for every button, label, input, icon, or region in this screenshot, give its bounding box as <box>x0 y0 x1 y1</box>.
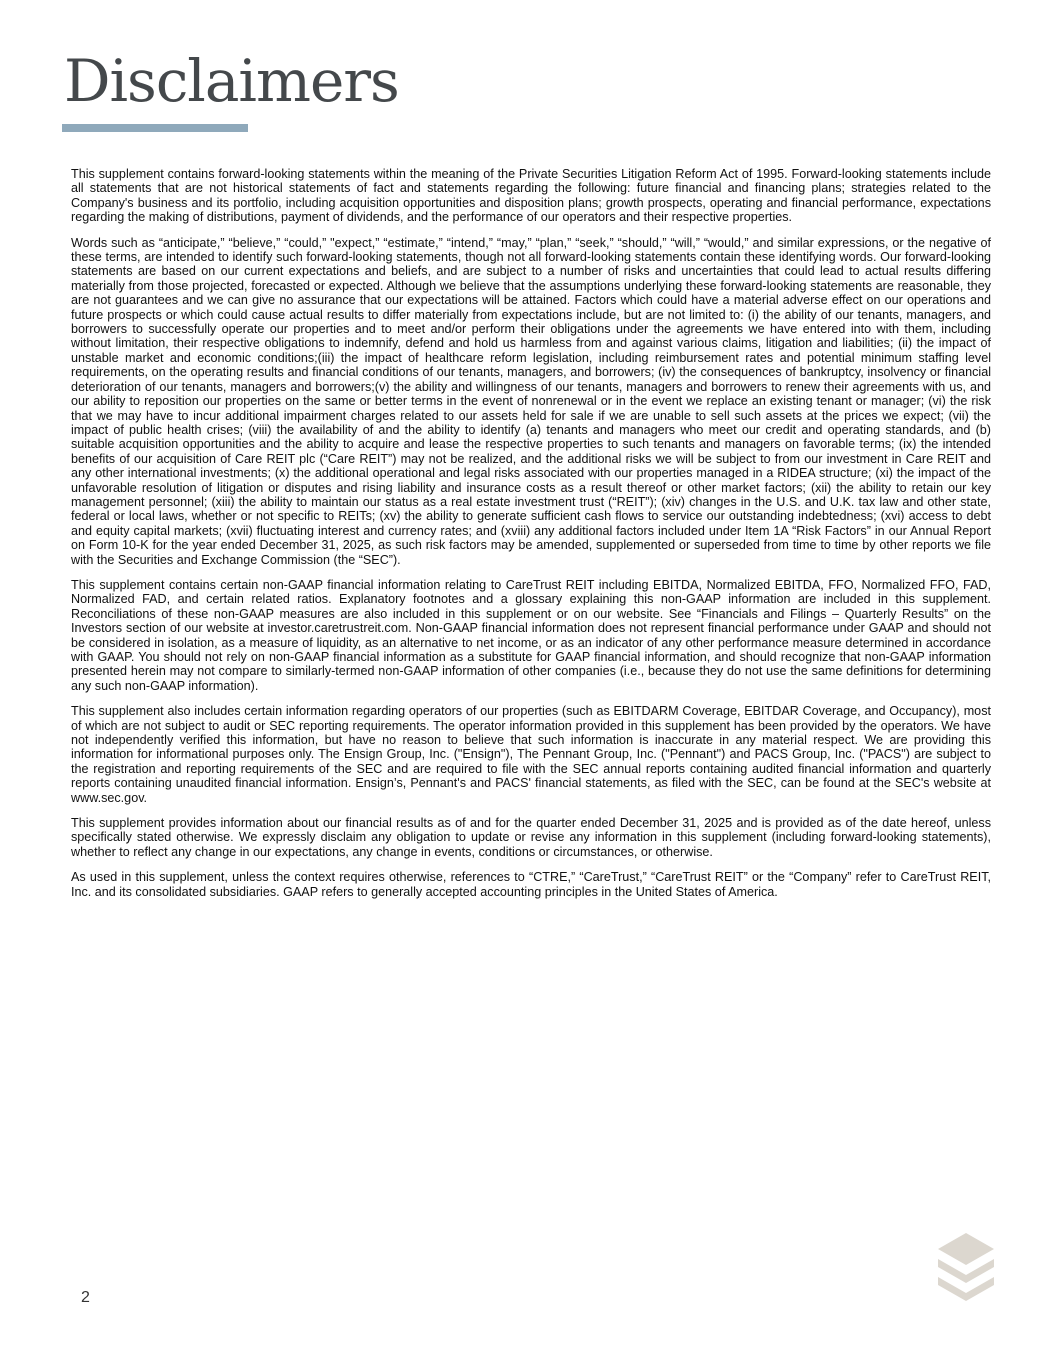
page-number: 2 <box>81 1289 90 1306</box>
title-underline <box>62 124 248 132</box>
caretrust-layers-icon <box>936 1231 996 1303</box>
paragraph-operator-info: This supplement also includes certain information regarding operators of our properties (such as EBITDARM Coverage, EBITDAR Coverage, and Occupancy), most of which are not subject to audit or SEC reporting requirements. The operator information provided in this supplement has been provided by the operators. We have not independently verified this information, but have no reason to believe that such information is inaccurate in any material respect. We are providing this information for informational purposes only. The Ensign Group, Inc. ("Ensign"), The Pennant Group, Inc. ("Pennant") and PACS Group, Inc. ("PACS") are subject to the registration and reporting requirements of the SEC and are required to file with the SEC annual reports containing audited financial information and quarterly reports containing unaudited financial information. Ensign’s, Pennant's and PACS' financial statements, as filed with the SEC, can be found at the SEC's website at www.sec.gov. <box>71 704 991 805</box>
page-title: Disclaimers <box>64 47 399 115</box>
paragraph-as-of-date: This supplement provides information about our financial results as of and for the quarter ended December 31, 2025 and is provided as of the date hereof, unless specifically stated otherwise. We expressly disclaim any obligation to update or revise any information in this supplement (including forward-looking statements), whether to reflect any change in our expectations, any change in events, conditions or circumstances, or otherwise. <box>71 816 991 859</box>
disclaimer-body <box>71 167 991 910</box>
paragraph-non-gaap: This supplement contains certain non-GAAP financial information relating to CareTrust REIT including EBITDA, Normalized EBITDA, FFO, Normalized FFO, FAD, Normalized FAD, and certain related ratios. Explanatory footnotes and a glossary explaining this non-GAAP information are included in this supplement. Reconciliations of these non-GAAP measures are also included in this supplement or on our website. See “Financials and Filings – Quarterly Results” on the Investors section of our website at investor.caretrustreit.com. Non-GAAP financial information does not represent financial performance under GAAP and should not be considered in isolation, as a measure of liquidity, as an alternative to net income, or as an indicator of any other performance measure determined in accordance with GAAP. You should not rely on non-GAAP financial information as a substitute for GAAP financial information, and should recognize that non-GAAP information presented herein may not compare to similarly-termed non-GAAP information of other companies (i.e., because they do not use the same definitions for determining any such non-GAAP information). <box>71 577 991 693</box>
paragraph-definitions: As used in this supplement, unless the context requires otherwise, references to “CTRE,” “CareTrust,” “CareTrust REIT” or the “Company” refer to CareTrust REIT, Inc. and its consolidated subsidiaries. GAAP refers to generally accepted accounting principles in the United States of America. <box>71 870 991 899</box>
paragraph-risk-factors: Words such as “anticipate,” “believe,” “could,” "expect,” “estimate,” “intend,” “may,” “plan,” “seek,” “should,” “will,” “would,” and similar expressions, or the negative of these terms, are intended to identify such forward-looking statements, though not all forward-looking statements contain these identifying words. Our forward-looking statements are based on our current expectations and beliefs, and are subject to a number of risks and uncertainties that could lead to actual results differing materially from those projected, forecasted or expected. Although we believe that the assumptions underlying these forward-looking statements are reasonable, they are not guarantees and we can give no assurance that our expectations will be attained. Factors which could have a material adverse effect on our operations and future prospects or which could cause actual results to differ materially from expectations include, but are not limited to: (i) the ability of our tenants, managers, and borrowers to successfully operate our properties and to meet and/or perform their obligations under the agreements we have entered into with them, including without limitation, their respective obligations to indemnify, defend and hold us harmless from and against various claims, litigation and liabilities; (ii) the impact of unstable market and economic conditions;(iii) the impact of healthcare reform legislation, including reimbursement rates and potential minimum staffing level requirements, on the operating results and financial conditions of our tenants, managers, and borrowers; (iv) the consequences of bankruptcy, insolvency or financial deterioration of our tenants, managers and borrowers;(v) the ability and willingness of our tenants, managers and borrowers to renew their agreements with us, and our ability to reposition our properties on the same or better terms in the event of nonrenewal or in the event we replace an existing tenant or manager; (vi) the risk that we may have to incur additional impairment charges related to our assets held for sale if we are unable to sell such assets at the prices we expect; (vii) the impact of public health crises; (viii) the availability of and the ability to identify (a) tenants and managers who meet our credit and operating standards, and (b) suitable acquisition opportunities and the ability to acquire and lease the respective properties to such tenants and managers on favorable terms; (ix) the intended benefits of our acquisition of Care REIT plc (“Care REIT”) may not be realized, and the additional risks we will be subject to from our investment in Care REIT and any other international investments; (x) the additional operational and legal risks associated with our properties managed in a RIDEA structure; (xi) the impact of the unfavorable resolution of litigation or disputes and rising liability and insurance costs as a result thereof or other market factors; (xii) the ability to retain our key management personnel; (xiii) the ability to maintain our status as a real estate investment trust (“REIT”); (xiv) changes in the U.S. and U.K. tax law and other state, federal or local laws, whether or not specific to REITs; (xv) the ability to generate sufficient cash flows to service our outstanding indebtedness; (xvi) access to debt and equity capital markets; (xvii) fluctuating interest and currency rates; and (xviii) any additional factors included under Item 1A “Risk Factors” in our Annual Report on Form 10-K for the year ended December 31, 2025, as such risk factors may be amended, supplemented or superseded from time to time by other reports we file with the Securities and Exchange Commission (the “SEC”). <box>71 235 991 567</box>
paragraph-forward-looking: This supplement contains forward-looking statements within the meaning of the Private Securities Litigation Reform Act of 1995. Forward-looking statements include all statements that are not historical statements of fact and statements regarding the following: future financial and financing plans; strategies related to the Company's business and its portfolio, including acquisition opportunities and disposition plans; growth prospects, operating and financial performance, expectations regarding the making of distributions, payment of dividends, and the performance of our operators and their respective properties. <box>71 167 991 225</box>
